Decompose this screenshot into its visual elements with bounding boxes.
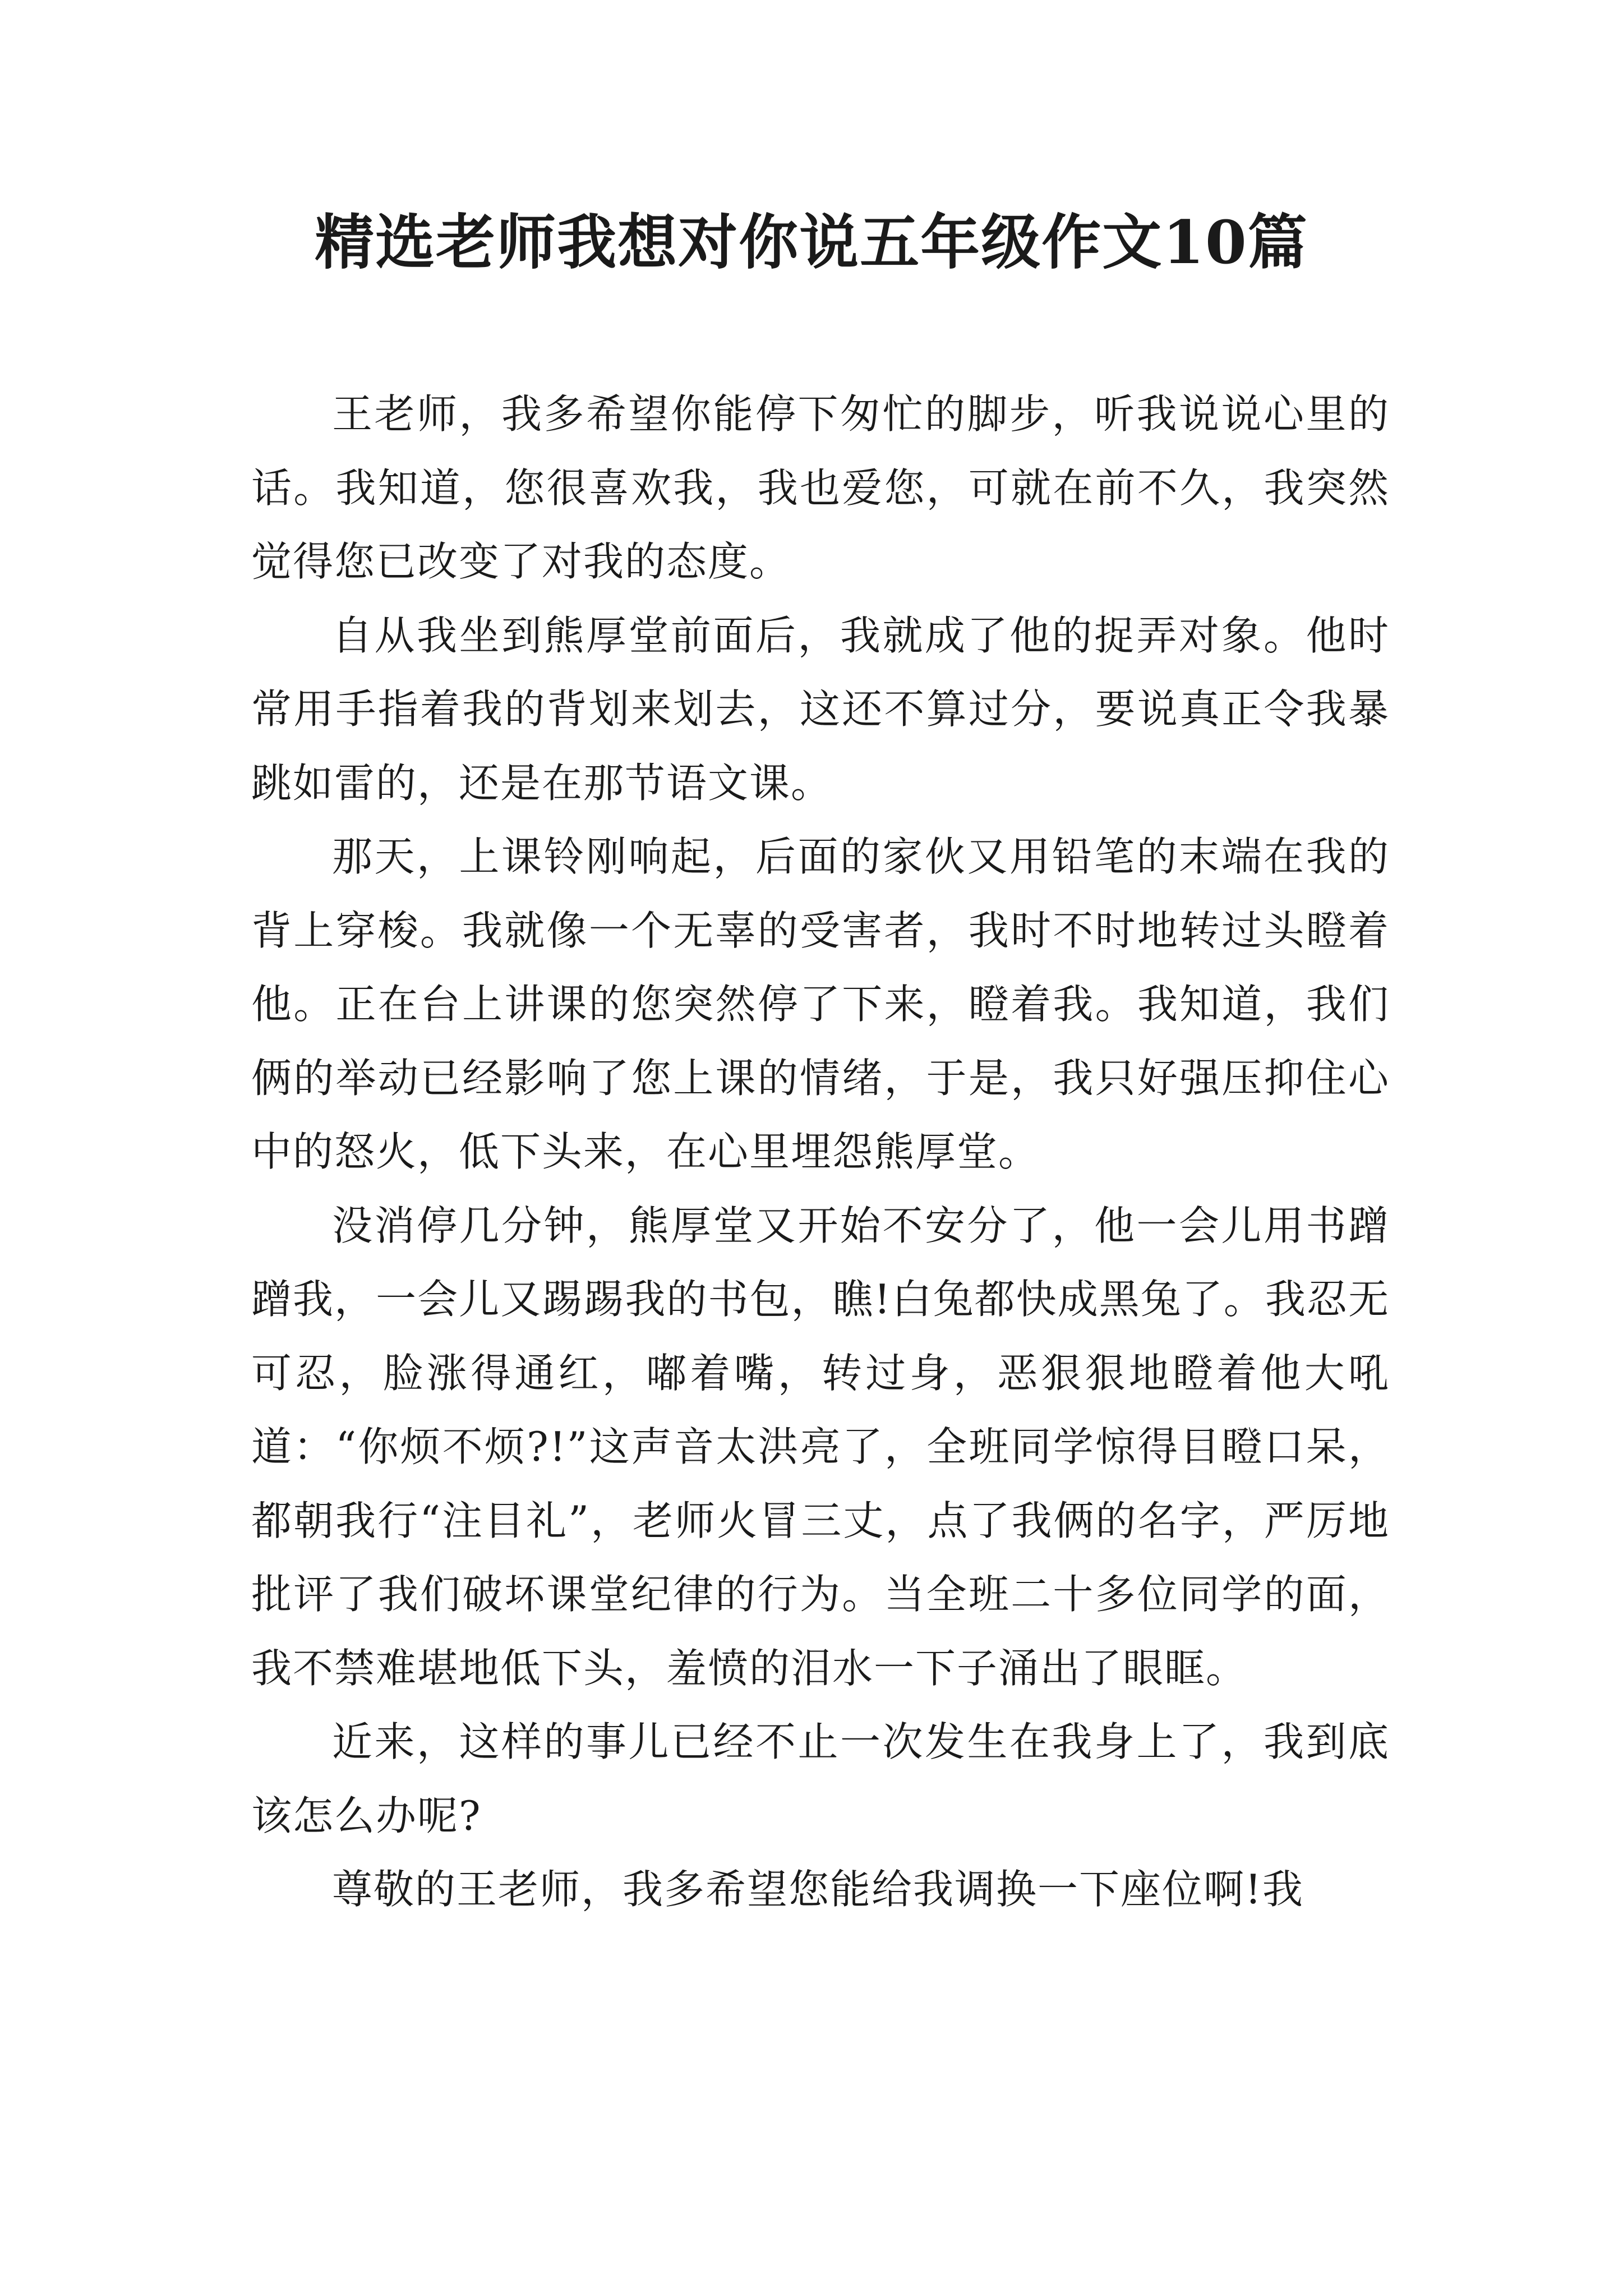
paragraph-1: 王老师，我多希望你能停下匆忙的脚步，听我说说心里的话。我知道，您很喜欢我，我也爱您，可就在前不久，我突然觉得您已改变了对我的态度。 — [251, 390, 1390, 585]
paragraph-3: 那天，上课铃刚响起，后面的家伙又用铅笔的末端在我的背上穿梭。我就像一个无辜的受害者，我时不时地转过头瞪着他。正在台上讲课的您突然停了下来，瞪着我。我知道，我们俩的举动已经影响了您上课的情绪，于是，我只好强压抑住心中的怒火，低下头来，在心里埋怨熊厚堂。 — [251, 833, 1390, 1175]
paragraph-6: 尊敬的王老师，我多希望您能给我调换一下座位啊!我 — [332, 1866, 1304, 1913]
paragraph-2: 自从我坐到熊厚堂前面后，我就成了他的捉弄对象。他时常用手指着我的背划来划去，这还不算过分，要说真正令我暴跳如雷的，还是在那节语文课。 — [251, 611, 1390, 807]
document-title: 精选老师我想对你说五年级作文10篇 — [315, 207, 1308, 277]
paragraph-4: 没消停几分钟，熊厚堂又开始不安分了，他一会儿用书蹭蹭我，一会儿又踢踢我的书包，瞧!白兔都快成黑兔了。我忍无可忍，脸涨得通红，嘟着嘴，转过身，恶狠狠地瞪着他大吼道：“你烦不烦?!”这声音太洪亮了，全班同学惊得目瞪口呆，都朝我行“注目礼”，老师火冒三丈，点了我俩的名字，严厉地批评了我们破坏课堂纪律的行为。当全班二十多位同学的面，我不禁难堪地低下头，羞愤的泪水一下子涌出了眼眶。 — [251, 1202, 1390, 1692]
paragraph-5: 近来，这样的事儿已经不止一次发生在我身上了，我到底该怎么办呢? — [251, 1718, 1390, 1839]
document-body — [251, 378, 1390, 1927]
